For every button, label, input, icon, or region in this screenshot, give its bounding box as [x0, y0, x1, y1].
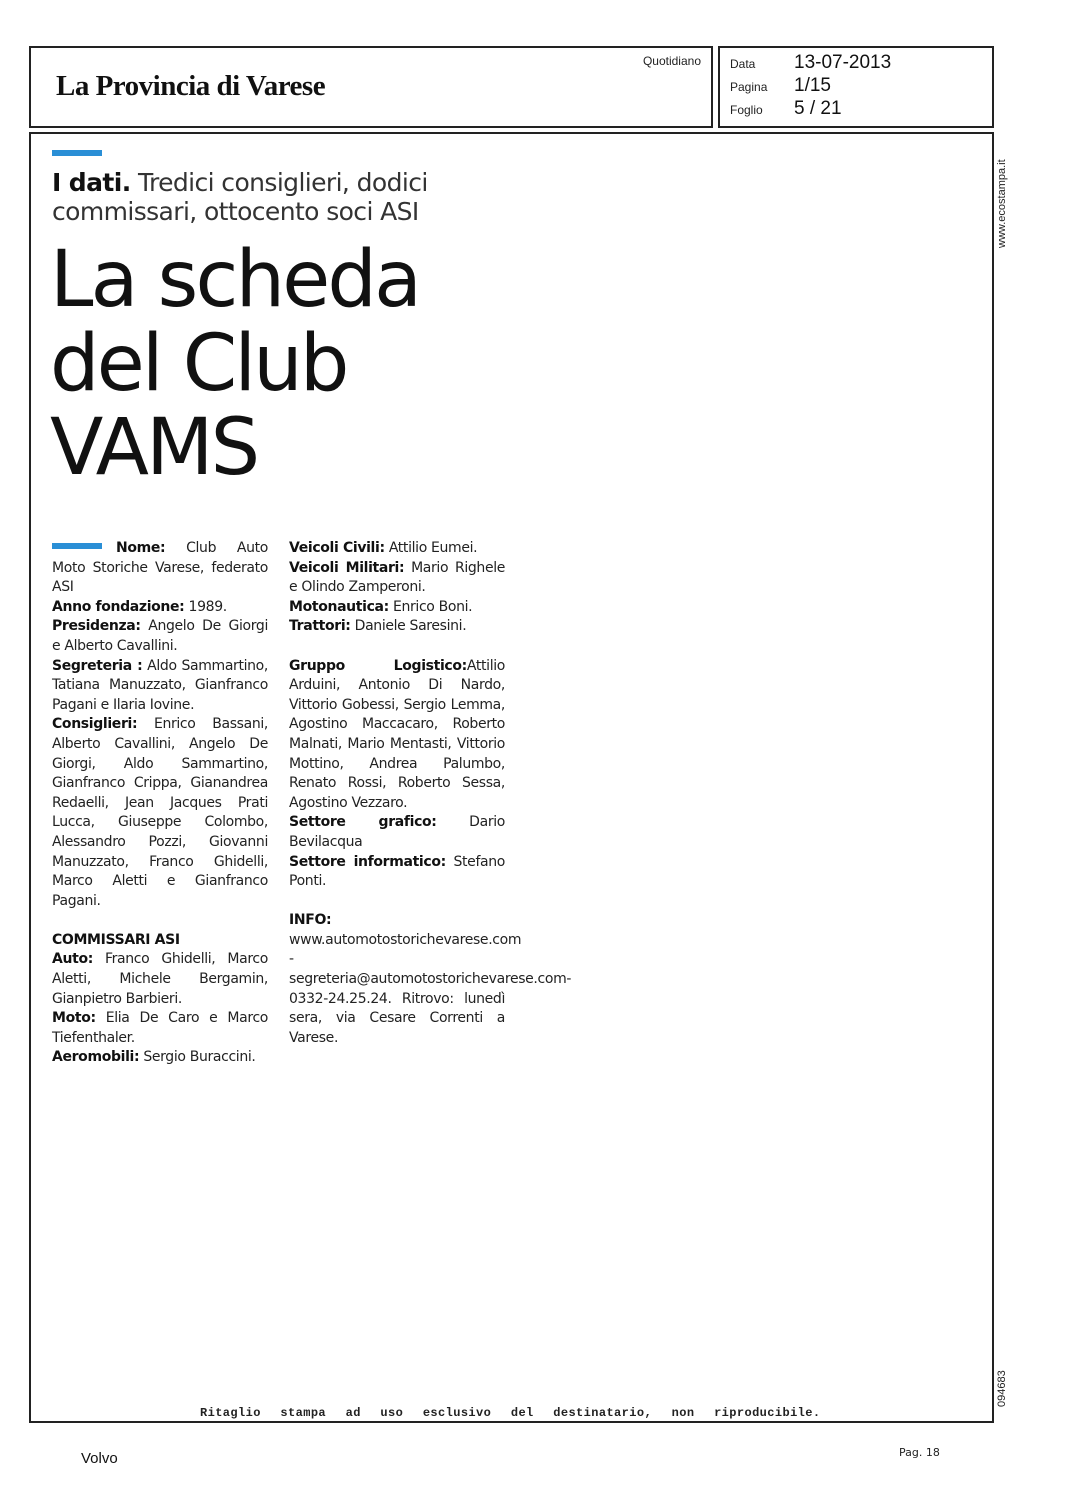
- article-column-1: [52, 539, 268, 1068]
- entry-text: Enrico Boni.: [393, 598, 473, 615]
- meta-label: Foglio: [730, 103, 763, 117]
- website-label: www.ecostampa.it: [996, 159, 1008, 248]
- kicker-accent-bar: [52, 150, 102, 156]
- entry: [52, 1048, 268, 1068]
- meta-row-date: [730, 52, 990, 74]
- meta-row-page: [730, 75, 990, 97]
- entry-text: Aldo Sammartino, Tatiana Manuzzato, Gianfranco Pagani e Ilaria Iovine.: [52, 657, 268, 713]
- entry: [52, 657, 268, 716]
- meta-label: Data: [730, 57, 756, 71]
- entry: [289, 813, 505, 852]
- section-title: COMMISSARI ASI: [52, 931, 180, 948]
- entry: [289, 539, 505, 559]
- entry-text: Daniele Saresini.: [354, 618, 467, 635]
- entry-label: Trattori:: [289, 618, 351, 635]
- meta-label: Pagina: [730, 80, 768, 94]
- meta-value: 1/15: [794, 75, 831, 96]
- headline-line: La scheda: [50, 235, 420, 325]
- entry-text: Elia De Caro e Marco Tiefenthaler.: [52, 1010, 269, 1046]
- metadata-box: [718, 46, 994, 128]
- article-headline: [50, 235, 520, 493]
- entry-text: www.automotostorichevarese.com - segreteria@automotostorichevarese.com- 0332-24.25.24. Ritrovo: lunedì sera, via Cesare Correnti a Varese.: [289, 931, 572, 1046]
- entry-label: Motonautica:: [289, 598, 389, 615]
- entry-label: Anno fondazione:: [52, 598, 185, 615]
- meta-value: 13-07-2013: [794, 52, 892, 73]
- entry-text: Attilio Eumei.: [388, 540, 478, 556]
- entry: [52, 715, 268, 911]
- clipping-disclaimer: Ritaglio stampa ad uso esclusivo del destinatario, non riproducibile.: [200, 1406, 821, 1420]
- entry: [289, 853, 505, 892]
- entry: [52, 598, 268, 618]
- entry-label: Nome:: [116, 540, 166, 556]
- clip-code: 094683: [996, 1370, 1008, 1407]
- side-website: [983, 150, 1023, 250]
- lead-accent-bar: [52, 543, 102, 549]
- entry-label: Consiglieri:: [52, 716, 138, 733]
- kicker-text: Tredici consiglieri, dodici commissari, ottocento soci ASI: [52, 168, 428, 226]
- entry: [52, 539, 268, 598]
- meta-value: 5 / 21: [794, 98, 842, 119]
- entry-text: Sergio Buraccini.: [143, 1049, 256, 1066]
- entry: [289, 617, 505, 637]
- entry: [289, 559, 505, 598]
- entry: [52, 617, 268, 656]
- entry: [289, 657, 505, 814]
- entry-text: Stefano Ponti.: [289, 853, 505, 890]
- entry-label: Settore informatico:: [289, 853, 446, 870]
- entry-text: Mario Righele e Olindo Zamperoni.: [289, 559, 506, 596]
- entry-label: Moto:: [52, 1010, 96, 1027]
- publication-type: Quotidiano: [642, 54, 701, 68]
- entry-label: Aeromobili:: [52, 1049, 140, 1066]
- article-column-2: [289, 539, 572, 1048]
- page-number: Pag. 18: [899, 1446, 940, 1459]
- entry-label: Gruppo Logistico:: [289, 657, 467, 674]
- entry-label: Veicoli Civili:: [289, 540, 385, 556]
- entry: [289, 598, 505, 618]
- entry-label: Settore grafico:: [289, 814, 437, 831]
- entry-label: INFO:: [289, 912, 332, 929]
- entry-label: Segreteria :: [52, 657, 143, 674]
- footer-client: Volvo: [81, 1450, 118, 1467]
- newspaper-masthead: La Provincia di Varese: [56, 70, 326, 102]
- entry-text: Attilio Arduini, Antonio Di Nardo, Vittorio Gobessi, Sergio Lemma, Agostino Maccacaro, Roberto Malnati, Mario Mentasti, Vittorio Mottino, Andrea Palumbo, Renato Rossi, Roberto Sessa, Agostino Vezzaro.: [289, 657, 505, 811]
- entry-text: 1989.: [188, 598, 227, 615]
- entry: [52, 950, 268, 1009]
- article-kicker: [52, 168, 452, 226]
- headline-line: VAMS: [50, 403, 258, 493]
- entry-label: Veicoli Militari:: [289, 559, 405, 576]
- entry-text: Club Auto Moto Storiche Varese, federato ASI: [52, 540, 268, 596]
- entry-label: Presidenza:: [52, 618, 141, 635]
- entry-text: Angelo De Giorgi e Alberto Cavallini.: [52, 618, 268, 654]
- entry-text: Dario Bevilacqua: [289, 814, 505, 850]
- headline-line: del Club: [50, 319, 347, 409]
- meta-row-sheet: [730, 98, 990, 120]
- info-entry: [289, 911, 572, 1048]
- entry: [52, 1009, 268, 1048]
- entry-text: Enrico Bassani, Alberto Cavallini, Angelo De Giorgi, Aldo Sammartino, Gianfranco Crippa, Gianandrea Redaelli, Jean Jacques Prati Lucca, Giuseppe Colombo, Alessandro Pozzi, Giovanni Manuzzato, Franco Ghidelli, Marco Aletti e Gianfranco Pagani.: [52, 716, 268, 909]
- entry-label: Auto:: [52, 951, 93, 968]
- kicker-bold: I dati.: [52, 168, 131, 197]
- side-code: [983, 1365, 1023, 1415]
- entry-text: Franco Ghidelli, Marco Aletti, Michele Bergamin, Gianpietro Barbieri.: [52, 951, 268, 1007]
